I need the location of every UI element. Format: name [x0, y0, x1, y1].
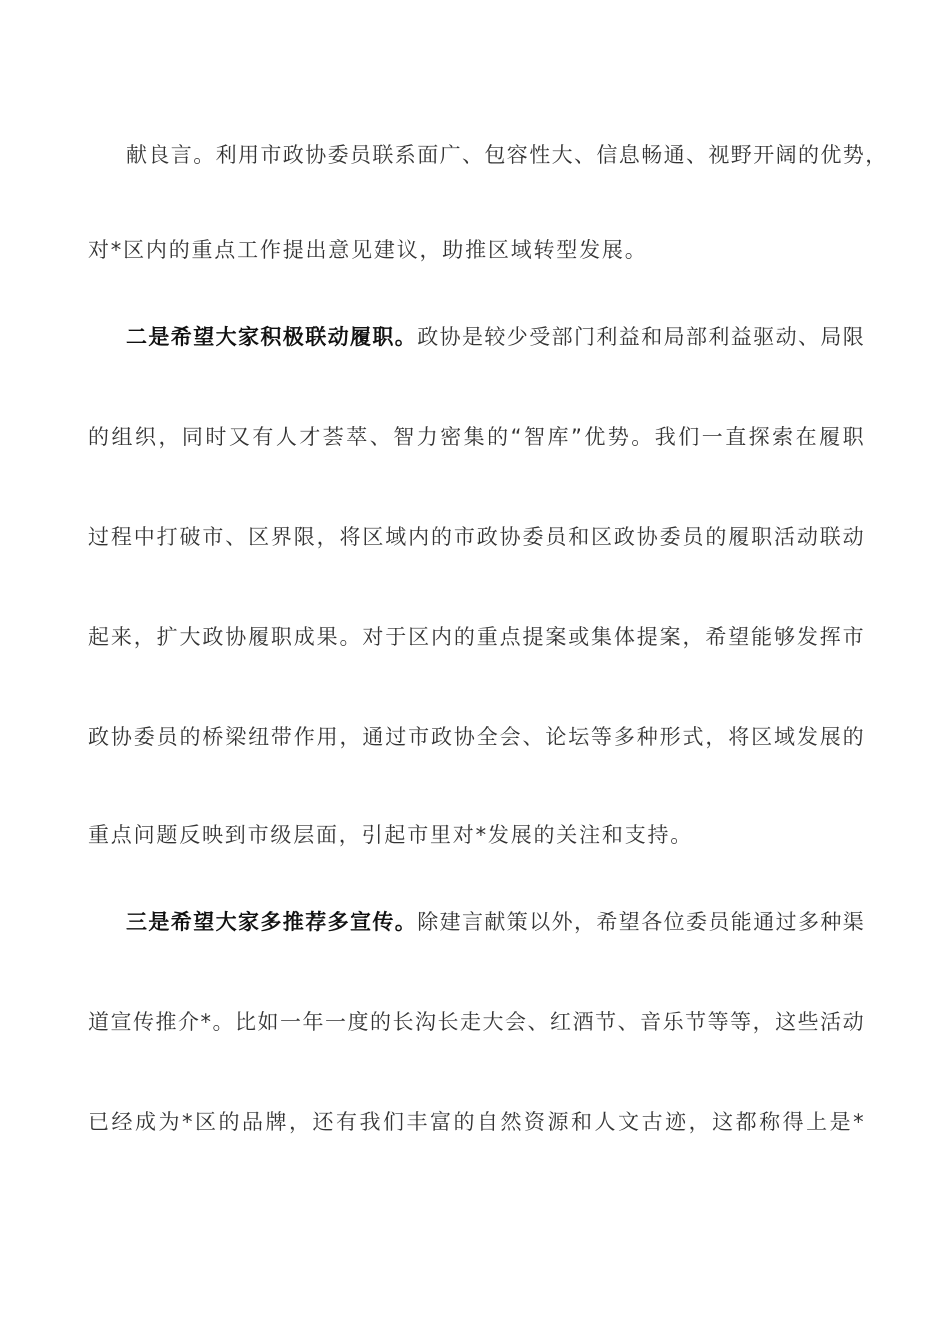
text-line: 政协委员的桥梁纽带作用，通过市政协全会、论坛等多种形式，将区域发展的	[88, 725, 865, 749]
text-line: 已经成为*区的品牌，还有我们丰富的自然资源和人文古迹，这都称得上是*	[88, 1110, 865, 1134]
text-span: 除建言献策以外，希望各位委员能通过多种渠	[417, 910, 866, 934]
text-line: 重点问题反映到市级层面，引起市里对*发展的关注和支持。	[88, 823, 694, 847]
text-line: 的组织，同时又有人才荟萃、智力密集的“智库”优势。我们一直探索在履职	[88, 425, 865, 449]
text-line	[126, 323, 865, 351]
text-span: 政协是较少受部门利益和局部利益驱动、局限	[417, 325, 866, 349]
text-line: 过程中打破市、区界限，将区域内的市政协委员和区政协委员的履职活动联动	[88, 525, 865, 549]
text-line: 起来，扩大政协履职成果。对于区内的重点提案或集体提案，希望能够发挥市	[88, 625, 865, 649]
paragraph-heading: 二是希望大家积极联动履职。	[126, 325, 418, 349]
paragraph-heading: 三是希望大家多推荐多宣传。	[126, 910, 418, 934]
text-line: 对*区内的重点工作提出意见建议，助推区域转型发展。	[88, 238, 648, 262]
text-line: 献良言。利用市政协委员联系面广、包容性大、信息畅通、视野开阔的优势，	[126, 143, 888, 167]
text-line: 道宣传推介*。比如一年一度的长沟长走大会、红酒节、音乐节等等，这些活动	[88, 1010, 865, 1034]
text-line	[126, 908, 865, 936]
